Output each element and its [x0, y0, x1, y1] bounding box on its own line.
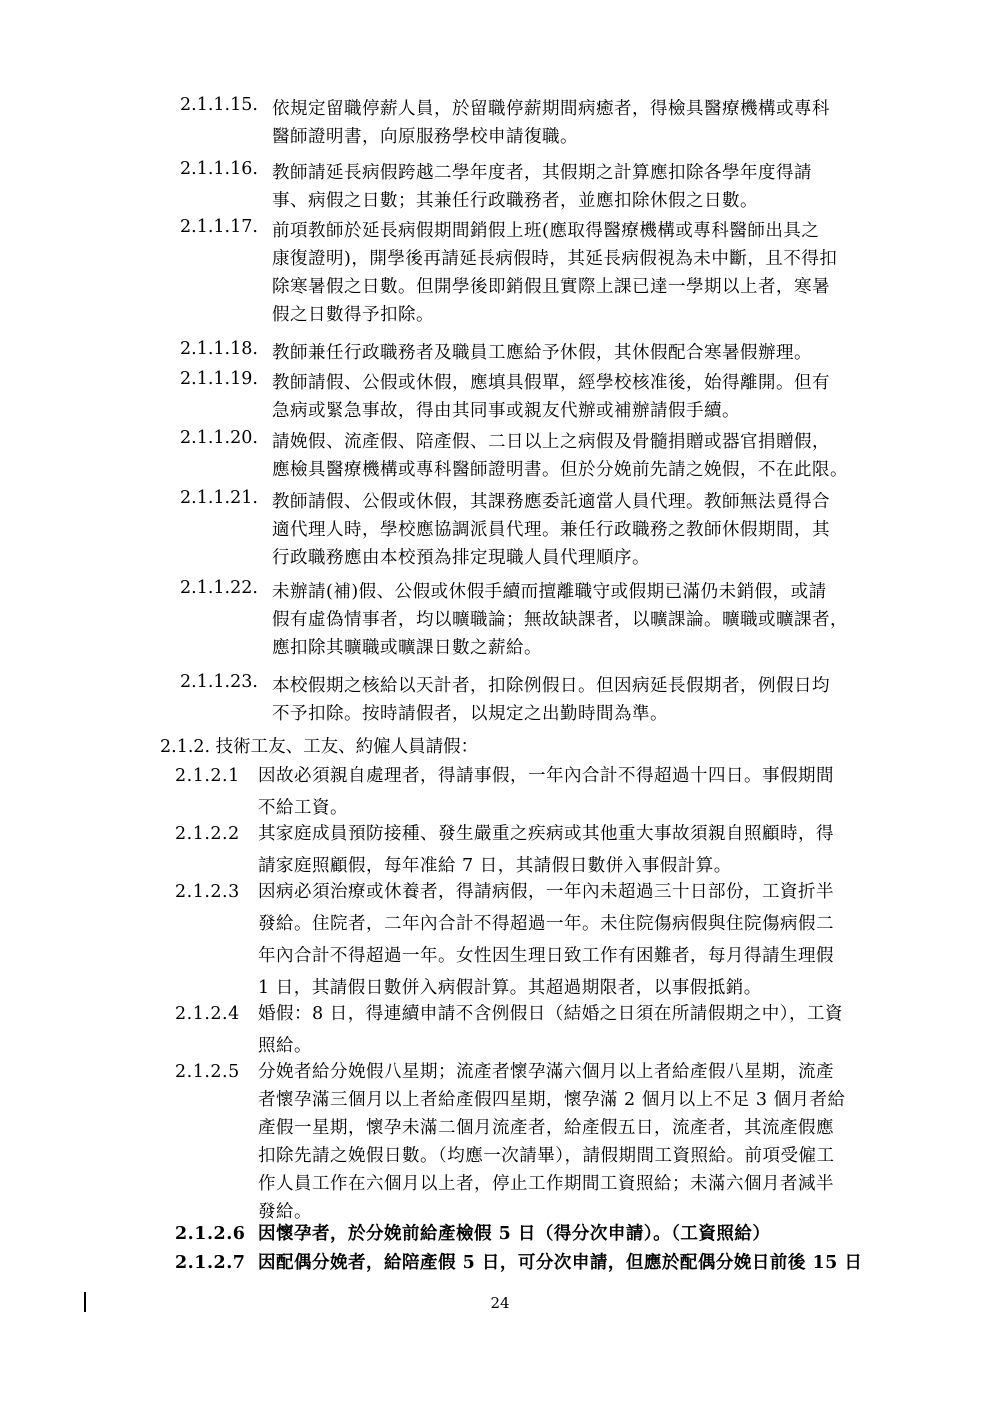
- item-line: 適代理人時，學校應協調派員代理。兼任行政職務之教師休假期間，其: [272, 520, 830, 540]
- item-number: 2.1.2.3: [175, 882, 240, 902]
- item-line: 作人員工作在六個月以上者，停止工作期間工資照給；未滿六個月者減半: [258, 1174, 834, 1194]
- regulation-item-2-1-1-18: [180, 339, 910, 367]
- item-line: 假有虛偽情事者，均以曠職論；無故缺課者，以曠課論。曠職或曠課者，: [272, 610, 848, 630]
- item-number: 2.1.2.2: [175, 824, 240, 844]
- item-line: 教師請假、公假或休假，應填具假單，經學校核准後，始得離開。但有: [272, 373, 830, 393]
- item-line: 其家庭成員預防接種、發生嚴重之疾病或其他重大事故須親自照顧時，得: [258, 824, 834, 844]
- item-line: 康復證明)，開學後再請延長病假時，其延長病假視為未中斷，且不得扣: [272, 249, 838, 269]
- item-line: 未辦請(補)假、公假或休假手續而擅離職守或假期已滿仍未銷假，或請: [272, 582, 827, 602]
- item-number: 2.1.1.17.: [180, 217, 258, 237]
- item-line: 本校假期之核給以天計者，扣除例假日。但因病延長假期者，例假日均: [272, 676, 830, 696]
- item-line: 照給。: [258, 1036, 312, 1056]
- margin-change-bar: [84, 1292, 86, 1312]
- item-line: 不予扣除。按時請假者，以規定之出勤時間為準。: [272, 704, 668, 724]
- item-number: 2.1.1.22.: [180, 578, 258, 598]
- regulation-item-2-1-1-22: [180, 578, 910, 662]
- item-line: 事、病假之日數；其兼任行政職務者，並應扣除休假之日數。: [272, 191, 758, 211]
- item-number: 2.1.1.21.: [180, 488, 258, 508]
- regulation-item-2-1-2-7: [175, 1249, 910, 1277]
- item-line: 急病或緊急事故，得由其同事或親友代辦或補辦請假手續。: [272, 401, 740, 421]
- item-line: 因故必須親自處理者，得請事假，一年內合計不得超過十四日。事假期間: [258, 766, 834, 786]
- item-line: 教師兼任行政職務者及職員工應給予休假，其休假配合寒暑假辦理。: [272, 343, 812, 363]
- item-line: 應檢具醫療機構或專科醫師證明書。但於分娩前先請之娩假，不在此限。: [272, 460, 848, 480]
- item-number: 2.1.1.19.: [180, 369, 258, 389]
- item-line: 扣除先請之娩假日數。（均應一次請畢），請假期間工資照給。前項受僱工: [258, 1146, 835, 1166]
- item-line: 請家庭照顧假，每年准給 7 日，其請假日數併入事假計算。: [258, 856, 732, 876]
- regulation-item-2-1-1-21: [180, 488, 910, 572]
- item-line: 1 日，其請假日數併入病假計算。其超過期限者，以事假抵銷。: [258, 978, 762, 998]
- regulation-item-2-1-2-5: [175, 1058, 910, 1226]
- item-line: 教師請延長病假跨越二學年度者，其假期之計算應扣除各學年度得請: [272, 163, 812, 183]
- item-line: 前項教師於延長病假期間銷假上班(應取得醫療機構或專科醫師出具之: [272, 221, 820, 241]
- item-line: 行政職務應由本校預為排定現職人員代理順序。: [272, 548, 650, 568]
- regulation-item-2-1-2-4: [175, 998, 910, 1062]
- regulation-item-2-1-1-20: [180, 428, 910, 484]
- item-number: 2.1.2.4: [175, 1004, 240, 1024]
- item-number: 2.1.1.16.: [180, 159, 258, 179]
- section-heading-text: 2.1.2. 技術工友、工友、約僱人員請假：: [160, 737, 479, 757]
- item-number: 2.1.1.20.: [180, 428, 258, 448]
- item-number: 2.1.1.15.: [180, 95, 258, 115]
- item-line: 產假一星期，懷孕未滿二個月流產者，給產假五日，流產者，其流產假應: [258, 1118, 834, 1138]
- item-line: 發給。: [258, 1202, 312, 1222]
- item-line: 醫師證明書，向原服務學校申請復職。: [272, 127, 578, 147]
- item-number: 2.1.1.18.: [180, 339, 258, 359]
- regulation-item-2-1-2-6: [175, 1220, 910, 1248]
- regulation-item-2-1-1-16: [180, 159, 910, 215]
- regulation-item-2-1-1-23: [180, 672, 910, 728]
- item-number: 2.1.2.1: [175, 766, 240, 786]
- item-line: 應扣除其曠職或曠課日數之薪給。: [272, 638, 542, 658]
- regulation-item-2-1-1-15: [180, 95, 910, 151]
- page-number: 24: [490, 1294, 510, 1312]
- regulation-item-2-1-2-2: [175, 818, 910, 882]
- item-line: 發給。住院者，二年內合計不得超過一年。未住院傷病假與住院傷病假二: [258, 914, 834, 934]
- regulation-item-2-1-1-17: [180, 217, 910, 329]
- item-line: 不給工資。: [258, 798, 348, 818]
- item-number: 2.1.1.23.: [180, 672, 258, 692]
- item-line: 請娩假、流產假、陪產假、二日以上之病假及骨髓捐贈或器官捐贈假，: [272, 432, 830, 452]
- item-line: 年內合計不得超過一年。女性因生理日致工作有困難者，每月得請生理假: [258, 946, 834, 966]
- item-number: 2.1.2.5: [175, 1062, 240, 1082]
- regulation-item-2-1-1-19: [180, 369, 910, 425]
- item-line: 假之日數得予扣除。: [272, 305, 434, 325]
- item-line: 婚假：8 日，得連續申請不含例假日（結婚之日須在所請假期之中），工資: [258, 1004, 843, 1024]
- section-heading: [160, 733, 900, 761]
- regulation-item-2-1-2-1: [175, 760, 910, 824]
- item-line: 除寒暑假之日數。但開學後即銷假且實際上課已達一學期以上者，寒暑: [272, 277, 830, 297]
- item-line: 因懷孕者，於分娩前給產檢假 5 日（得分次申請）。（工資照給）: [258, 1224, 771, 1244]
- item-line: 因配偶分娩者，給陪產假 5 日，可分次申請，但應於配偶分娩日前後 15 日: [258, 1253, 863, 1273]
- item-number: 2.1.2.7: [175, 1253, 246, 1273]
- item-line: 因病必須治療或休養者，得請病假，一年內未超過三十日部份，工資折半: [258, 882, 834, 902]
- regulation-item-2-1-2-3: [175, 876, 910, 1004]
- item-line: 者懷孕滿三個月以上者給產假四星期，懷孕滿 2 個月以上不足 3 個月者給: [258, 1090, 846, 1110]
- item-line: 依規定留職停薪人員，於留職停薪期間病癒者，得檢具醫療機構或專科: [272, 99, 830, 119]
- item-number: 2.1.2.6: [175, 1224, 246, 1244]
- item-line: 教師請假、公假或休假，其課務應委託適當人員代理。教師無法覓得合: [272, 492, 830, 512]
- item-line: 分娩者給分娩假八星期；流產者懷孕滿六個月以上者給產假八星期，流產: [258, 1062, 834, 1082]
